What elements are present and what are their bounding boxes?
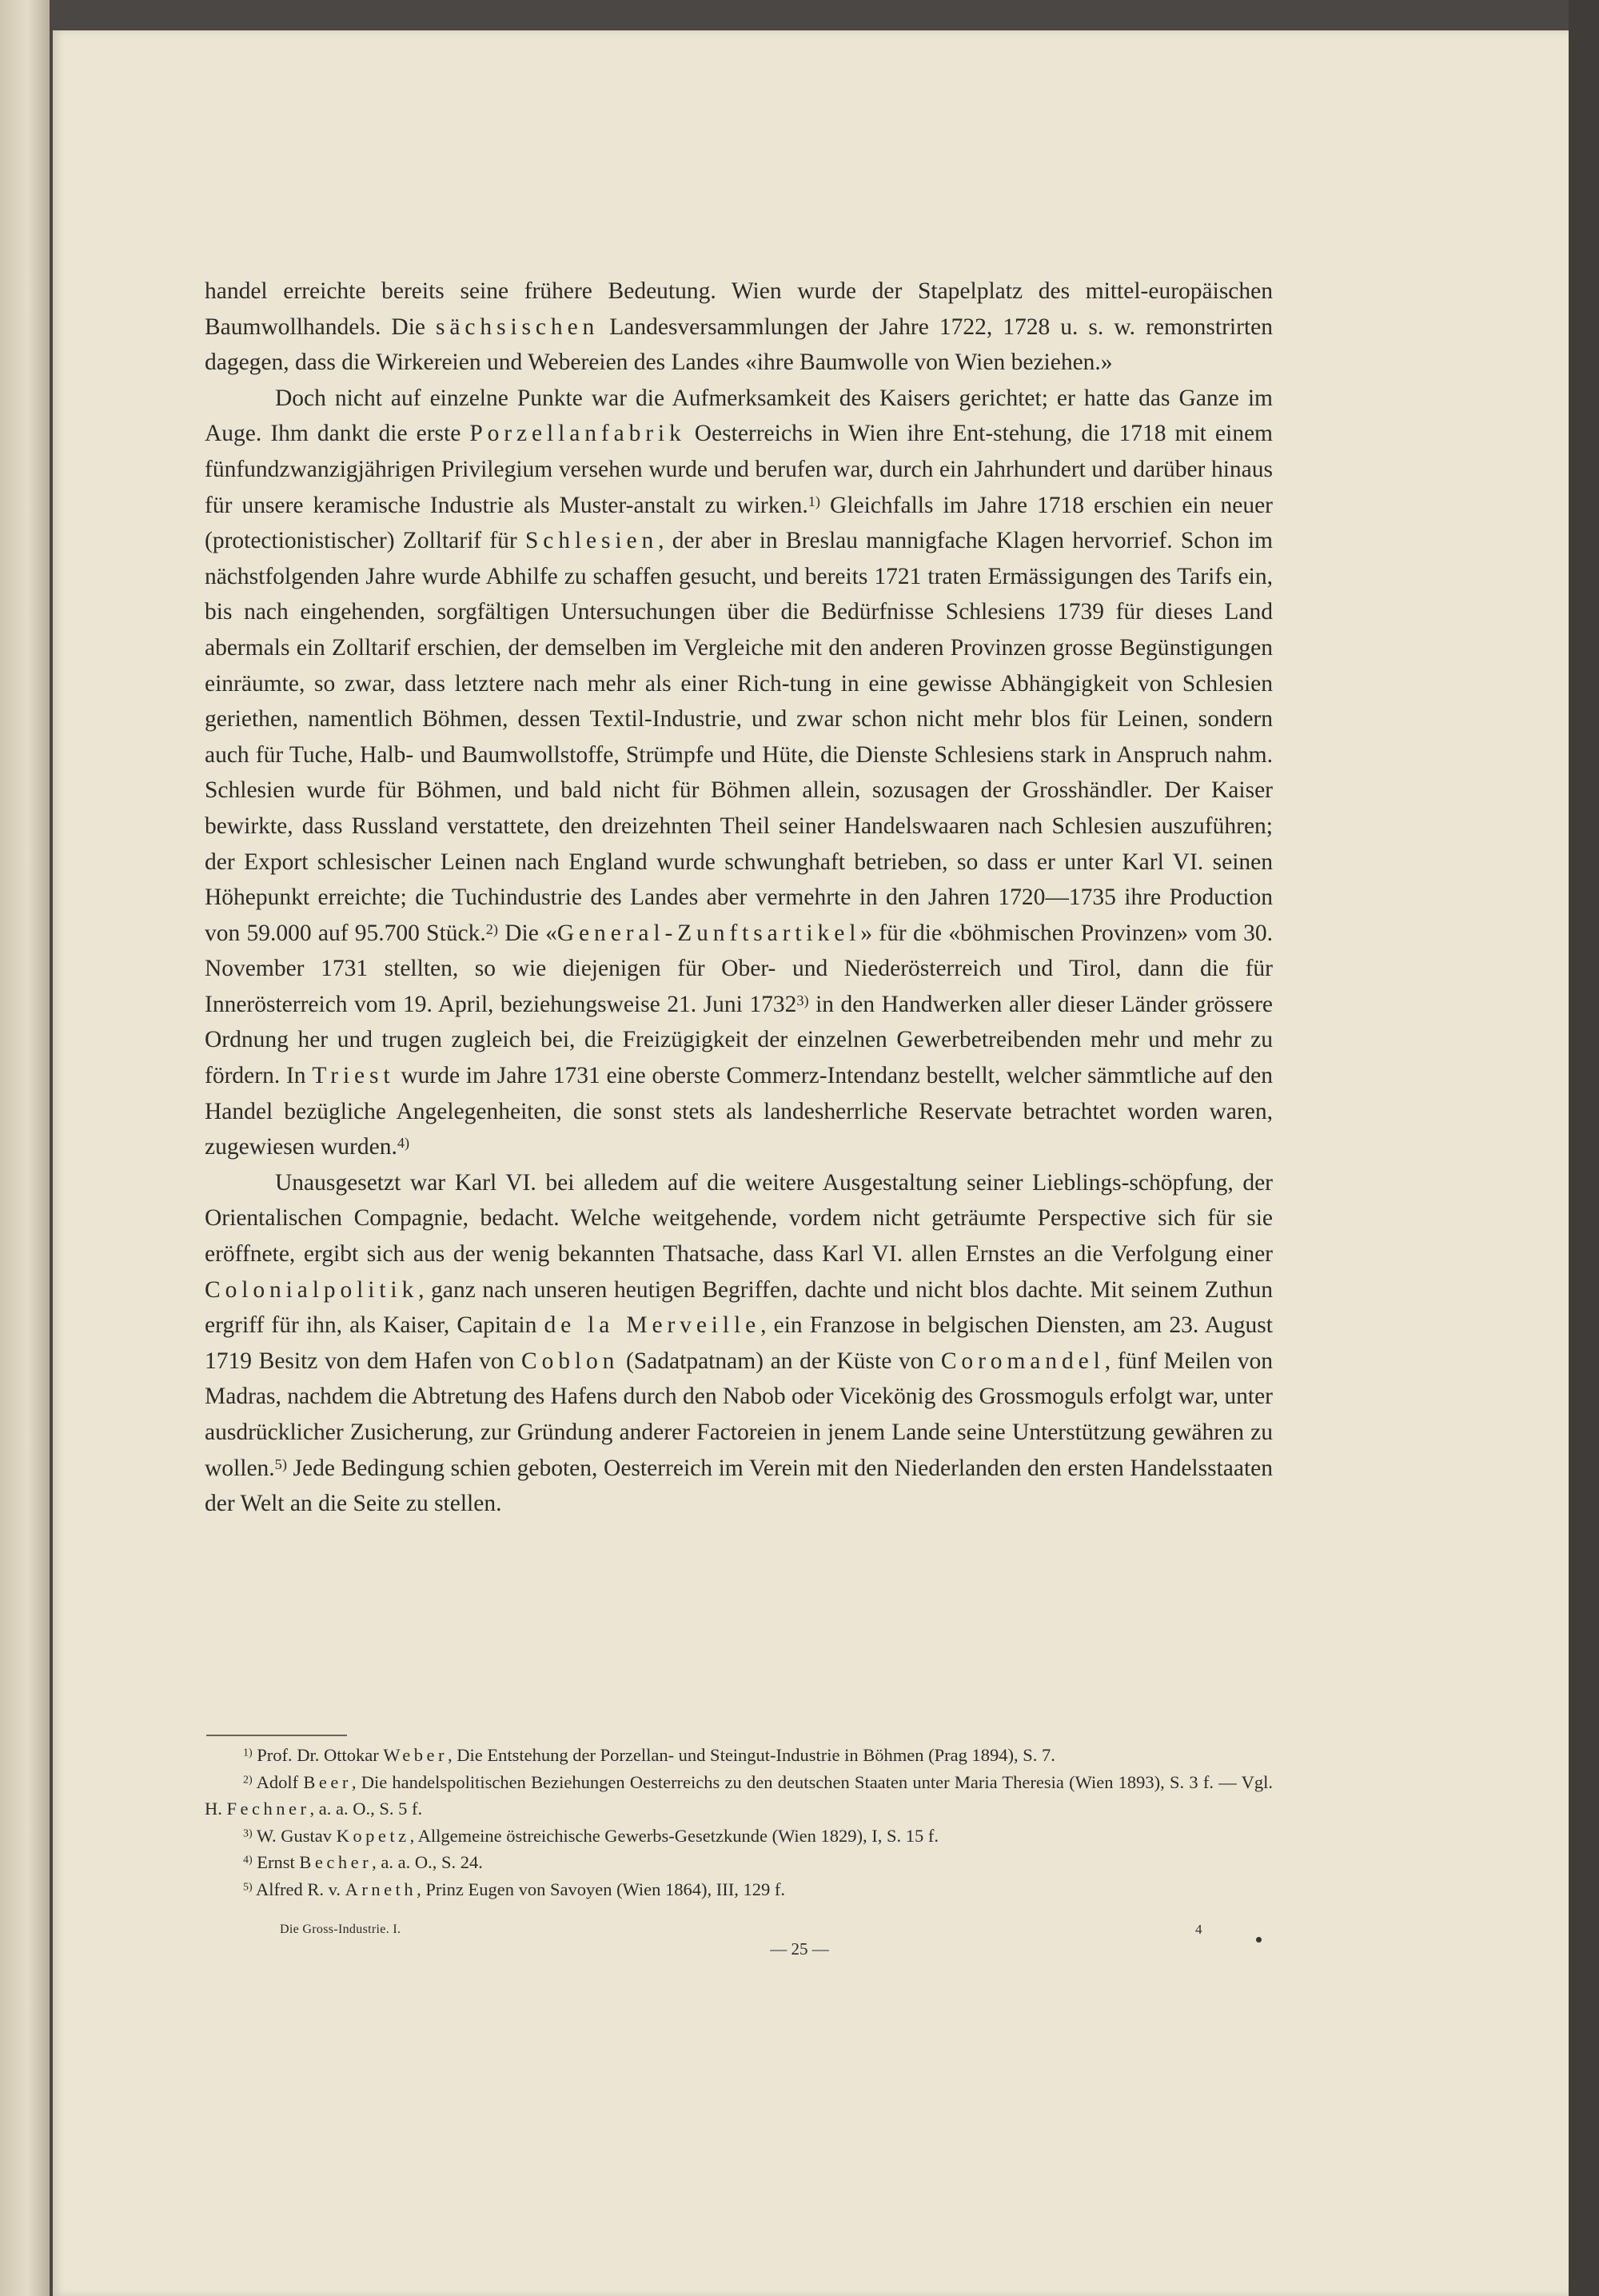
text-run: Unausgesetzt war Karl VI. bei alledem auf die weitere Ausgestaltung seiner Lieblings-schöpfung, der Orientalischen Compagnie, bedacht. Welche weitgehende, vordem nicht geträumte Perspective sich für sie eröffnete, ergibt sich aus der wenig bekannten Thatsache, dass Karl VI. allen Ernstes an die Verfolgung einer [205, 1169, 1273, 1268]
text-run: , fünf Meilen von Madras, nachdem die Abtretung des Hafens durch den Nabob oder Vicekönig des Grossmoguls erfolgt war, unter ausdrücklicher Zusicherung, zur Gründung anderer Factoreien in jenem Lande seine Unterstützung gewähren zu wollen. [205, 1348, 1274, 1481]
page-number: — 25 — [770, 1939, 829, 1959]
text-run: Alfred R. v. [252, 1879, 345, 1899]
footnote [205, 1849, 1273, 1876]
text-run: , Prinz Eugen von Savoyen (Wien 1864), III, 129 f. [417, 1879, 786, 1899]
paragraph [205, 1165, 1273, 1522]
text-run: wurde im Jahre 1731 eine oberste Commerz-Intendanz bestellt, welcher sämmtliche auf den Handel bezügliche Angelegenheiten, die sonst stets als landesherrliche Reservate betrachtet worden waren, zugewiesen wurden. [205, 1063, 1274, 1160]
text-run: , ganz nach unseren heutigen Begriffen, dachte und nicht blos dachte. Mit seinem Zuthun ergriff für ihn, als Kaiser, Capitain [205, 1276, 1273, 1339]
text-run: , ein Franzose in belgischen Diensten, am 23. August 1719 Besitz von dem Hafen von [205, 1312, 1273, 1374]
paragraph [205, 274, 1273, 381]
text-run: , Die handelspolitischen Beziehungen Oesterreichs zu den deutschen Staaten unter Maria Theresia (Wien 1893), S. 3 f. — Vgl. H. [205, 1771, 1273, 1819]
footnote-marker: 5) [274, 1455, 287, 1472]
text-run: in den Handwerken aller dieser Länder grössere Ordnung her und trugen zugleich bei, die Freizügigkeit der einzelnen Gewerbetreibenden mehr und mehr zu fördern. In [205, 991, 1273, 1089]
footnotes [205, 1742, 1273, 1903]
footnote-marker: 4) [243, 1854, 253, 1867]
signature-number: 4 [1195, 1922, 1202, 1937]
text-run: (Sadatpatnam) an der Küste von [619, 1348, 941, 1374]
footnote-rule [206, 1735, 347, 1736]
text-run: Oesterreichs in Wien ihre Ent-stehung, die 1718 mit einem fünfundzwanzigjährigen Privilegium versehen wurde und berufen war, durch ein Jahrhundert und darüber hinaus für unsere keramische Industrie als Muster-anstalt zu wirken. [205, 421, 1273, 518]
text-run: , Allgemeine östreichische Gewerbs-Gesetzkunde (Wien 1829), I, S. 15 f. [409, 1825, 939, 1846]
text-run: W. Gustav [252, 1825, 337, 1846]
footnote [205, 1823, 1273, 1850]
spaced-emphasis: Coromandel [940, 1348, 1105, 1374]
text-run: Landesversammlungen der Jahre 1722, 1728 u. s. w. remonstrirten dagegen, dass die Wirkereien und Webereien des Landes «ihre Baumwolle von Wien beziehen.» [205, 313, 1273, 376]
spaced-emphasis: Becher [299, 1852, 373, 1872]
spaced-emphasis: Weber [383, 1745, 449, 1765]
printer-signature: Die Gross-Industrie. I. [280, 1923, 401, 1936]
text-run: » für die «böhmischen Provinzen» vom 30. November 1731 stellten, so wie diejenigen für Ober- und Niederösterreich und Tirol, dann die für Innerösterreich vom 19. April, beziehungsweise 21. Juni 1732 [205, 920, 1273, 1017]
spaced-emphasis: sächsischen [436, 313, 600, 340]
footnote [205, 1769, 1273, 1823]
spaced-emphasis: Coblon [521, 1348, 620, 1374]
text-run: Die « [497, 920, 557, 946]
text-run: , a. a. O., S. 5 f. [309, 1799, 423, 1819]
text-run: Adolf [252, 1771, 304, 1792]
text-run: , Die Entstehung der Porzellan- und Steingut-Industrie in Böhmen (Prag 1894), S. 7. [448, 1745, 1055, 1765]
footnote-marker: 3) [243, 1827, 253, 1840]
footnote-marker: 1) [807, 493, 820, 509]
spaced-emphasis: Kopetz [336, 1825, 410, 1846]
text-run: handel erreichte bereits seine frühere Bedeutung. Wien wurde der Stapelplatz des mittel-europäischen Baumwollhandels. Die [205, 278, 1273, 340]
text-run: , der aber in Breslau mannigfache Klagen hervorrief. Schon im nächstfolgenden Jahre wurde Abhilfe zu schaffen gesucht, und bereits 1721 traten Ermässigungen des Tarifs ein, bis nach eingehenden, sorgfältigen Untersuchungen über die Bedürfnisse Schlesiens 1739 für dieses Land abermals ein Zolltarif erschien, der demselben im Vergleiche mit den anderen Provinzen grosse Begünstigungen einräumte, so zwar, dass letztere nach mehr als einer Rich-tung in eine gewisse Abhängigkeit von Schlesien geriethen, namentlich Böhmen, dessen Textil-Industrie, und zwar schon nicht mehr blos für Leinen, sondern auch für Tuche, Halb- und Baumwollstoffe, Strümpfe und Hüte, die Dienste Schlesiens stark in Anspruch nahm. Schlesien wurde für Böhmen, und bald nicht für Böhmen allein, sozusagen der Grosshändler. Der Kaiser bewirkte, dass Russland verstattete, den dreizehnten Theil seiner Handelswaaren nach Schlesien auszuführen; der Export schlesischer Leinen nach England wurde schwunghaft betrieben, so dass er unter Karl VI. seinen Höhepunkt erreichte; die Tuchindustrie des Landes aber vermehrte in den Jahren 1720—1735 ihre Production von 59.000 auf 95.700 Stück. [205, 528, 1273, 946]
footnote [205, 1876, 1273, 1903]
spaced-emphasis: Fechner [226, 1799, 310, 1819]
spaced-emphasis: de la Merveille [544, 1312, 761, 1339]
spaced-emphasis: Arneth [345, 1879, 417, 1899]
spaced-emphasis: Beer [303, 1771, 352, 1792]
text-run: Ernst [252, 1852, 300, 1872]
footnote-marker: 4) [397, 1135, 410, 1152]
footnote-marker: 5) [243, 1881, 253, 1894]
footnote [205, 1742, 1273, 1769]
footnote-marker: 2) [243, 1774, 253, 1787]
spaced-emphasis: Porzellanfabrik [469, 421, 686, 447]
spaced-emphasis: Colonialpolitik [205, 1276, 419, 1303]
text-run: Doch nicht auf einzelne Punkte war die Aufmerksamkeit des Kaisers gerichtet; er hatte das Ganze im Auge. Ihm dankt die erste [205, 385, 1273, 447]
text-run: , a. a. O., S. 24. [372, 1852, 483, 1872]
paragraph [205, 381, 1273, 1165]
footnote-marker: 2) [485, 920, 498, 937]
body-text [205, 274, 1273, 1522]
spaced-emphasis: Triest [312, 1063, 395, 1089]
text-run: Prof. Dr. Ottokar [252, 1745, 384, 1765]
text-run: Gleichfalls im Jahre 1718 erschien ein neuer (protectionistischer) Zolltarif für [205, 492, 1274, 554]
spaced-emphasis: Schlesien [525, 528, 659, 554]
footnote-marker: 1) [243, 1747, 253, 1759]
footnote-marker: 3) [796, 992, 809, 1008]
text-run: Jede Bedingung schien geboten, Oesterreich im Verein mit den Niederlanden den ersten Handelsstaaten der Welt an die Seite zu stellen. [205, 1455, 1273, 1517]
spaced-emphasis: General-Zunftsartikel [556, 920, 861, 946]
